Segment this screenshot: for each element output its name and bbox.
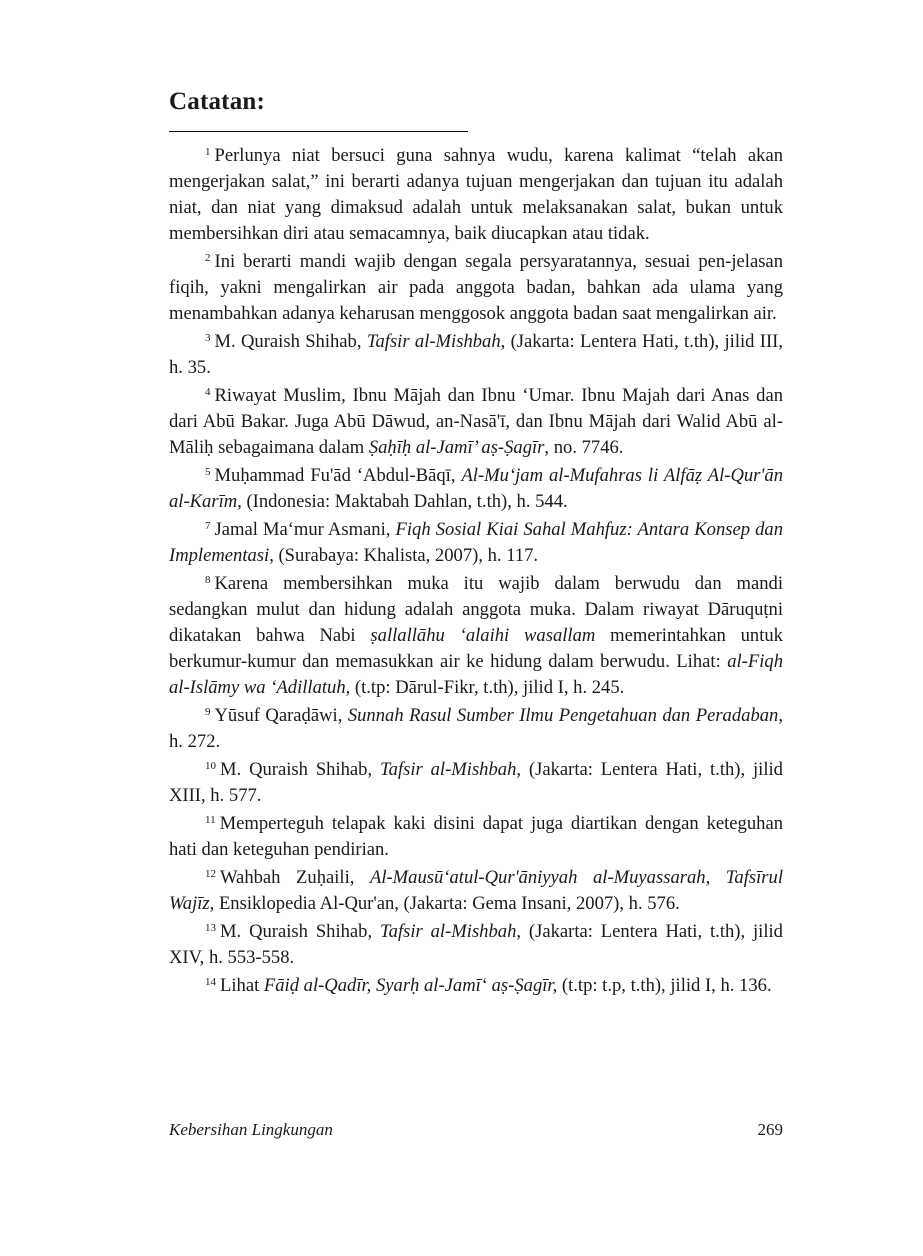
footnote-number: 1	[205, 146, 211, 158]
footnote-title-italic: Ṣaḥīḥ al-Jamī’ aṣ-Ṣagīr	[368, 437, 545, 458]
footnote-text: , h. 272.	[169, 705, 783, 752]
footnote-text: , (Surabaya: Khalista, 2007), h. 117.	[269, 545, 539, 566]
footnote-number: 2	[205, 252, 211, 264]
footnote-title-italic: Al-Mu‘jam al-Mufahras li Alfāẓ Al-Qur'ān al-Karīm,	[169, 465, 783, 512]
running-footer-title: Kebersihan Lingkungan	[169, 1120, 333, 1139]
footnote-text: M. Quraish Shihab,	[214, 331, 367, 352]
footnote-text: Karena membersihkan muka itu wajib dalam berwudu dan mandi sedangkan mulut dan hidung adalah anggota muka. Dalam riwayat Dāruquṭni dikatakan bahwa Nabi	[169, 573, 783, 646]
footnote-text: M. Quraish Shihab,	[220, 759, 381, 780]
footnote-number: 12	[205, 868, 216, 880]
footnote-number: 4	[205, 386, 211, 398]
footnote-number: 14	[205, 976, 216, 988]
footnote	[169, 973, 783, 999]
footnote-text: , no. 7746.	[544, 437, 624, 458]
footnote	[169, 571, 783, 701]
footnote-title-italic: Fāiḍ al-Qadīr, Syarḥ al-Jamī‘ aṣ-Ṣagīr,	[263, 975, 558, 996]
footnote-separator	[169, 131, 468, 132]
footnote-number: 8	[205, 574, 211, 586]
footnote-number: 11	[205, 814, 216, 826]
footnote-text: , (Jakarta: Lentera Hati, t.th), jilid XIV, h. 553-558.	[169, 921, 783, 968]
footnote	[169, 329, 783, 381]
footnote-text: , Ensiklopedia Al-Qur'an, (Jakarta: Gema Insani, 2007), h. 576.	[209, 893, 680, 914]
footnote	[169, 811, 783, 863]
footnote-text: , (Jakarta: Lentera Hati, t.th), jilid III, h. 35.	[169, 331, 783, 378]
footnote	[169, 919, 783, 971]
footnote	[169, 143, 783, 247]
footnote-text: , (t.tp: Dārul-Fikr, t.th), jilid I, h. 245.	[345, 677, 625, 698]
footnote-text: Jamal Ma‘mur Asmani,	[214, 519, 396, 540]
footnote-title-italic: al-Fiqh al-Islāmy wa ‘Adillatuh	[169, 651, 783, 698]
footnote-title-italic: Al-Mausū‘atul-Qur'āniyyah al-Muyassarah, Tafsīrul Wajīz	[169, 867, 783, 914]
footnote-number: 13	[205, 922, 216, 934]
footnote-text: Wahbah Zuḥaili,	[220, 867, 370, 888]
footnote-title-italic: Fiqh Sosial Kiai Sahal Mahfuz: Antara Konsep dan Implementasi	[169, 519, 783, 566]
footnotes-list	[169, 143, 783, 1001]
footnote-title-italic: Tafsir al-Mishbah	[366, 331, 501, 352]
footnote-number: 5	[205, 466, 211, 478]
footnote-title-italic: ṣallallāhu ‘alaihi wasallam	[370, 625, 596, 646]
footnote	[169, 383, 783, 461]
footnote	[169, 703, 783, 755]
footnote-text: M. Quraish Shihab,	[220, 921, 381, 942]
footnote-number: 10	[205, 760, 216, 772]
footnote-number: 3	[205, 332, 211, 344]
footnote-text: Yūsuf Qaraḍāwi,	[214, 705, 348, 726]
footnote-text: Memperteguh telapak kaki disini dapat juga diartikan dengan keteguhan hati dan keteguhan pendirian.	[169, 813, 783, 860]
footnote-title-italic: Sunnah Rasul Sumber Ilmu Pengetahuan dan Peradaban	[347, 705, 779, 726]
page-footer	[169, 1120, 783, 1140]
footnote-text: (Indonesia: Maktabah Dahlan, t.th), h. 544.	[241, 491, 568, 512]
notes-heading: Catatan:	[169, 88, 266, 115]
footnote-title-italic: Tafsir al-Mishbah	[380, 759, 517, 780]
footnote	[169, 249, 783, 327]
footnote	[169, 463, 783, 515]
footnote	[169, 865, 783, 917]
footnote-text: Riwayat Muslim, Ibnu Mājah dan Ibnu ‘Umar. Ibnu Majah dari Anas dan dari Abū Bakar. Juga Abū Dāwud, an-Nasā'ī, dan Ibnu Mājah dari Walid Abū al-Māliḥ sebagaimana dalam	[169, 385, 783, 458]
footnote-text: memerintahkan untuk berkumur-kumur dan memasukkan air ke hidung dalam berwudu. Lihat:	[169, 625, 783, 672]
footnote-text: Muḥammad Fu'ād ‘Abdul-Bāqī,	[214, 465, 462, 486]
footnote-number: 7	[205, 520, 211, 532]
footnote-text: Lihat	[220, 975, 264, 996]
page-number: 269	[757, 1120, 783, 1139]
footnote	[169, 517, 783, 569]
footnote-text: (t.tp: t.p, t.th), jilid I, h. 136.	[557, 975, 772, 996]
footnote-text: Ini berarti mandi wajib dengan segala persyaratannya, sesuai pen-jelasan fiqih, yakni mengalirkan air pada anggota badan, bahkan ada ulama yang menambahkan adanya keharusan menggosok anggota badan saat mengalirkan air.	[169, 251, 783, 324]
footnote-text: , (Jakarta: Lentera Hati, t.th), jilid XIII, h. 577.	[169, 759, 783, 806]
footnote-number: 9	[205, 706, 211, 718]
footnote-text: Perlunya niat bersuci guna sahnya wudu, karena kalimat “telah akan mengerjakan salat,” ini berarti adanya tujuan mengerjakan dan tujuan itu adalah niat, dan niat yang dimaksud adalah untuk melaksanakan salat, bukan untuk membersihkan diri atau semacamnya, baik diucapkan atau tidak.	[169, 145, 783, 244]
footnote-title-italic: Tafsir al-Mishbah	[380, 921, 517, 942]
footnote	[169, 757, 783, 809]
